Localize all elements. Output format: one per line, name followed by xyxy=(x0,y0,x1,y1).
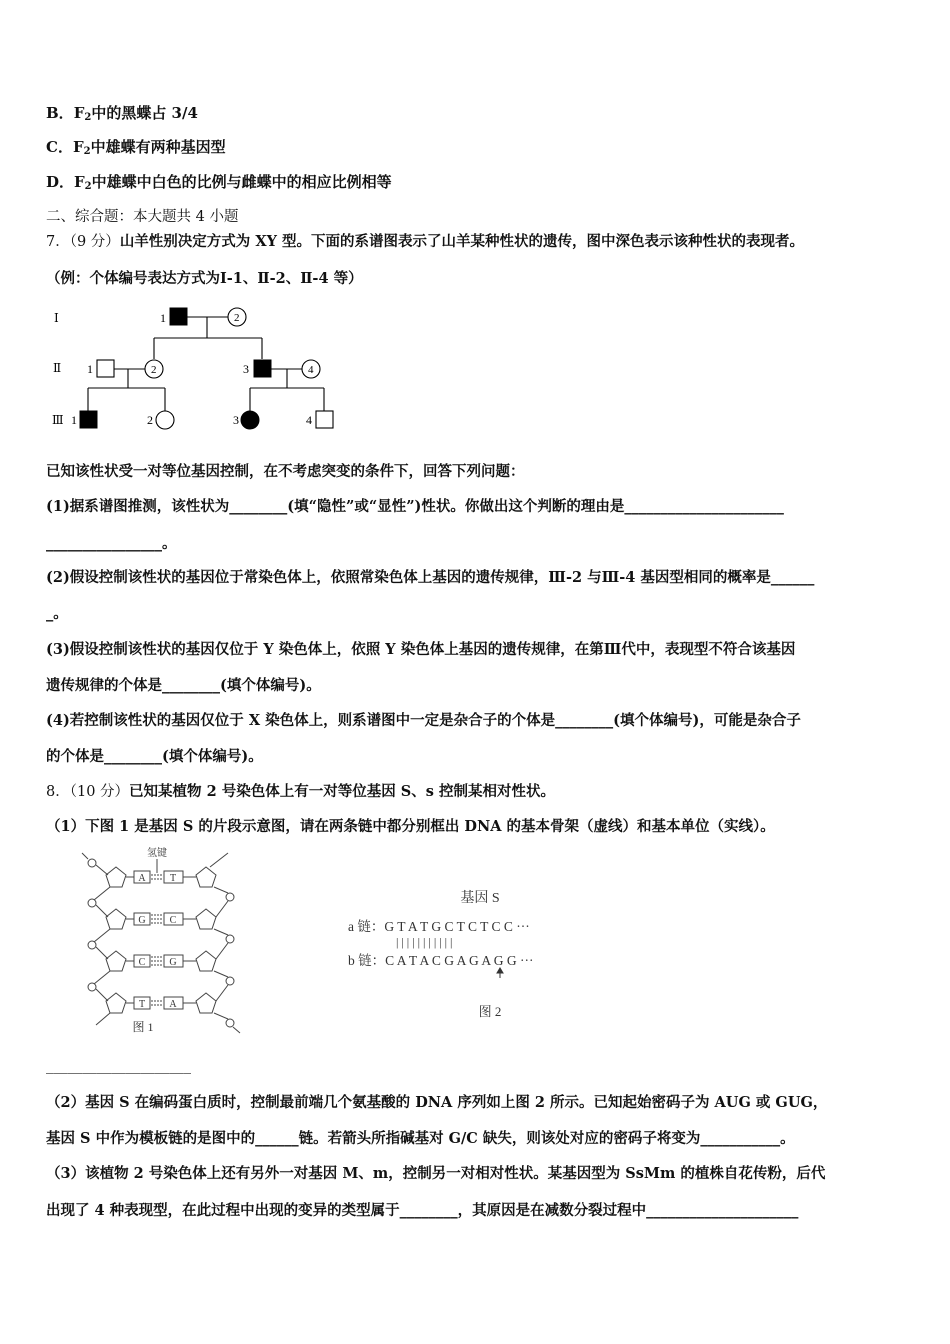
num-III-3: 3 xyxy=(233,413,239,427)
base-4-left: T xyxy=(138,999,146,1010)
pedigree-III-1-affected-male xyxy=(80,411,97,428)
num-II-2: 2 xyxy=(151,364,157,376)
q7-part1-line1: (1)据系谱图推测，该性状为________(填“隐性”或“显性”)性状。你做出这个判断的理由是______________________ xyxy=(46,498,784,515)
base-2-left: G xyxy=(138,915,146,926)
pedigree-III-2-female xyxy=(156,411,174,429)
fig2-arrow-head xyxy=(497,968,503,973)
num-III-2: 2 xyxy=(147,413,153,427)
q8-part1: （1）下图 1 是基因 S 的片段示意图，请在两条链中都分别框出 DNA 的基本骨架（虚线）和基本单位（实线）。 xyxy=(46,818,775,835)
dna-figure-1 xyxy=(78,845,248,1035)
q7-stem xyxy=(46,230,804,251)
gene-s-figure-2 xyxy=(340,880,590,1030)
q8-number: 8．（10 分） xyxy=(46,784,130,800)
q8-stem-text: 已知某植物 2 号染色体上有一对等位基因 S、s 控制某相对性状。 xyxy=(129,783,555,800)
pedigree-II-3-affected-male xyxy=(254,360,271,377)
fig2-caption: 图 2 xyxy=(478,1004,502,1019)
num-III-4: 4 xyxy=(306,413,312,427)
q7-part2-line2: _。 xyxy=(46,605,68,622)
fig2-bond-bars: | | | | | | | | | | | xyxy=(396,935,453,949)
fig1-caption: 图 1 xyxy=(132,1020,154,1034)
q8-part2-line2: 基因 S 中作为模板链的是图中的______链。若箭头所指碱基对 G/C 缺失，则该处对应的密码子将变为___________。 xyxy=(46,1130,795,1147)
answer-blank-line: ____________________ xyxy=(46,1058,191,1074)
q8-part2-line1: （2）基因 S 在编码蛋白质时，控制最前端几个氨基酸的 DNA 序列如上图 2 所示。已知起始密码子为 AUG 或 GUG， xyxy=(46,1094,828,1111)
gen-label-II: Ⅱ xyxy=(53,361,62,375)
num-II-3: 3 xyxy=(243,362,249,376)
section-heading: 二、综合题：本大题共 4 小题 xyxy=(46,209,239,225)
fig2-a-chain: a 链：G T A T G C T C T C C ··· xyxy=(348,919,530,934)
q7-number: 7．（9 分） xyxy=(46,234,120,250)
pedigree-chart xyxy=(40,300,360,440)
q8-stem xyxy=(46,780,555,801)
gen-label-III: Ⅲ xyxy=(52,413,64,427)
pedigree-III-3-affected-female xyxy=(241,411,259,429)
fig2-b-chain: b 链：C A T A C G A G A G G ··· xyxy=(348,953,534,968)
base-4-right: A xyxy=(169,999,177,1010)
q7-part1-line2: ________________。 xyxy=(46,535,177,552)
option-b: B．$F_2$中的黑蝶占 3/4 xyxy=(46,104,198,123)
q7-part4-line1: (4)若控制该性状的基因仅位于 X 染色体上，则系谱图中一定是杂合子的个体是________(填个体编号)，可能是杂合子 xyxy=(46,712,801,729)
num-II-1: 1 xyxy=(87,362,93,376)
q8-part3-line1: （3）该植物 2 号染色体上还有另外一对基因 M、m，控制另一对相对性状。某基因型为 SsMm 的植株自花传粉，后代 xyxy=(46,1165,826,1182)
q7-example: （例：个体编号表达方式为Ⅰ-1、Ⅱ-2、Ⅱ-4 等） xyxy=(46,270,363,287)
hbond-label: 氢键 xyxy=(147,848,167,859)
fig2-title: 基因 S xyxy=(460,891,500,906)
q7-intro: 已知该性状受一对等位基因控制，在不考虑突变的条件下，回答下列问题： xyxy=(46,463,525,480)
q8-part3-line2: 出现了 4 种表现型，在此过程中出现的变异的类型属于________，其原因是在减数分裂过程中_____________________ xyxy=(46,1202,799,1219)
base-2-right: C xyxy=(169,915,177,926)
pedigree-III-4-male xyxy=(316,411,333,428)
num-I-1: 1 xyxy=(160,311,166,325)
base-3-left: C xyxy=(138,957,146,968)
num-I-2: 2 xyxy=(234,312,240,324)
q7-stem-text: 山羊性别决定方式为 XY 型。下面的系谱图表示了山羊某种性状的遗传，图中深色表示该种性状的表现者。 xyxy=(119,233,805,250)
option-d: D．$F_2$中雄蝶中白色的比例与雌蝶中的相应比例相等 xyxy=(46,173,392,192)
base-3-right: G xyxy=(169,957,177,968)
pedigree-I-1-affected-male xyxy=(170,308,187,325)
num-III-1: 1 xyxy=(71,413,77,427)
q7-part2-line1: (2)假设控制该性状的基因位于常染色体上，依照常染色体上基因的遗传规律，Ⅲ-2 与Ⅲ-4 基因型相同的概率是______ xyxy=(46,569,815,586)
q7-part3-line1: (3)假设控制该性状的基因仅位于 Y 染色体上，依照 Y 染色体上基因的遗传规律，在第Ⅲ代中，表现型不符合该基因 xyxy=(46,641,796,658)
num-II-4: 4 xyxy=(308,364,314,376)
q7-part4-line2: 的个体是________(填个体编号)。 xyxy=(46,748,263,765)
q7-part3-line2: 遗传规律的个体是________(填个体编号)。 xyxy=(46,677,321,694)
pedigree-II-1-male xyxy=(97,360,114,377)
gen-label-I: Ⅰ xyxy=(54,311,59,325)
base-1-right: T xyxy=(169,873,177,884)
option-c: C．$F_2$中雄蝶有两种基因型 xyxy=(46,138,226,157)
base-1-left: A xyxy=(138,873,146,884)
